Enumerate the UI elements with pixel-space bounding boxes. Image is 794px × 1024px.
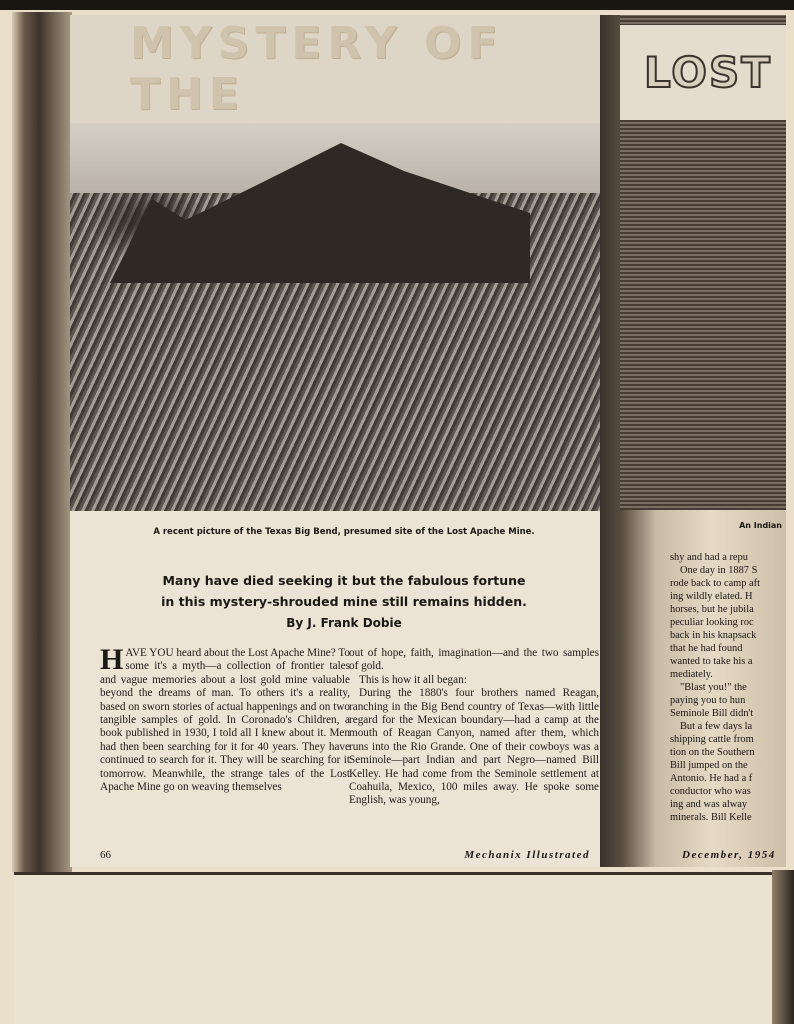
article-title-faint: MYSTERY OF THE: [130, 18, 504, 120]
title-band: [70, 15, 618, 123]
paragraph: This is how it all began:: [359, 673, 467, 686]
body-text: AVE YOU heard about the Lost Apache Mine? To some it's a myth—a collection of frontier tales and vague memories about a lost gold mine valuable beyond the dreams of man. To others it's a reality, based on sworn stories of actual happenings and on two tangible samples of gold. In Coronado's Children, a book published in 1930, I told all I knew about it. Men had then been searching for it for 40 years. They have continued to search for it. They will be searching for it tomorrow. Meanwhile, the strange tales of the Lost Apache Mine go on weaving themselves: [100, 647, 350, 794]
text-line: Antonio. He had a f: [670, 773, 753, 784]
text-line: shipping cattle from: [670, 734, 754, 745]
scan-edge: [0, 0, 794, 10]
blank-scan-area: [14, 872, 774, 1024]
text-line: minerals. Bill Kelle: [670, 812, 752, 823]
text-line: ing and was alway: [670, 799, 748, 810]
binding-shadow: [12, 12, 72, 872]
text-line: back in his knapsack: [670, 630, 757, 641]
text-line: shy and had a repu: [670, 552, 748, 563]
drop-cap: H: [100, 643, 124, 676]
text-line: Seminole Bill didn't: [670, 708, 754, 719]
text-line: peculiar looking roc: [670, 617, 754, 628]
article-title-lost: LOST: [644, 48, 772, 97]
magazine-name: Mechanix Illustrated: [464, 849, 590, 861]
byline: By J. Frank Dobie: [286, 616, 402, 630]
scan-edge-right: [772, 870, 794, 1024]
text-line: But a few days la: [680, 721, 753, 732]
text-line: paying you to hun: [670, 695, 746, 706]
title-band-right: [620, 25, 786, 120]
text-line: conductor who was: [670, 786, 751, 797]
left-magazine-page: [70, 15, 618, 867]
text-line: tion on the Southern: [670, 747, 755, 758]
right-body-column: [670, 551, 788, 824]
text-line: mediately.: [670, 669, 713, 680]
deck-line: in this mystery-shrouded mine still remains hidden.: [161, 594, 527, 609]
text-line: Bill jumped on the: [670, 760, 748, 771]
big-bend-photo: [70, 123, 618, 511]
deck-line: Many have died seeking it but the fabulous fortune: [162, 573, 526, 588]
body-column-2: [349, 647, 599, 808]
text-line: that he had found: [670, 643, 743, 654]
article-deck: [70, 570, 618, 612]
text-line: horses, but he jubila: [670, 604, 754, 615]
page-number: 66: [100, 849, 111, 861]
text-line: One day in 1887 S: [680, 565, 758, 576]
right-magazine-page: [600, 15, 786, 867]
paragraph: During the 1880's four brothers named Reagan, ranching in the Big Bend country of Texas—with little regard for the Mexican boundary—had a camp at the mouth of Reagan Canyon, named after them, which runs into the Rio Grande. One of their cowboys was a Seminole—part Indian and part Negro—named Bill Kelley. He had come from the Seminole settlement at Coahuila, Mexico, 100 miles away. He spoke some English, was young,: [349, 687, 599, 807]
body-column-1: [100, 643, 350, 794]
photo-caption: A recent picture of the Texas Big Bend, presumed site of the Lost Apache Mine.: [153, 527, 535, 537]
text-line: wanted to take his a: [670, 656, 753, 667]
issue-date: December, 1954: [682, 849, 776, 861]
paragraph: out of hope, faith, imagination—and the two samples of gold.: [349, 647, 599, 673]
text-line: "Blast you!" the: [680, 682, 747, 693]
text-line: ing wildly elated. H: [670, 591, 753, 602]
illustration-caption: An Indian: [739, 521, 782, 530]
text-line: rode back to camp aft: [670, 578, 761, 589]
